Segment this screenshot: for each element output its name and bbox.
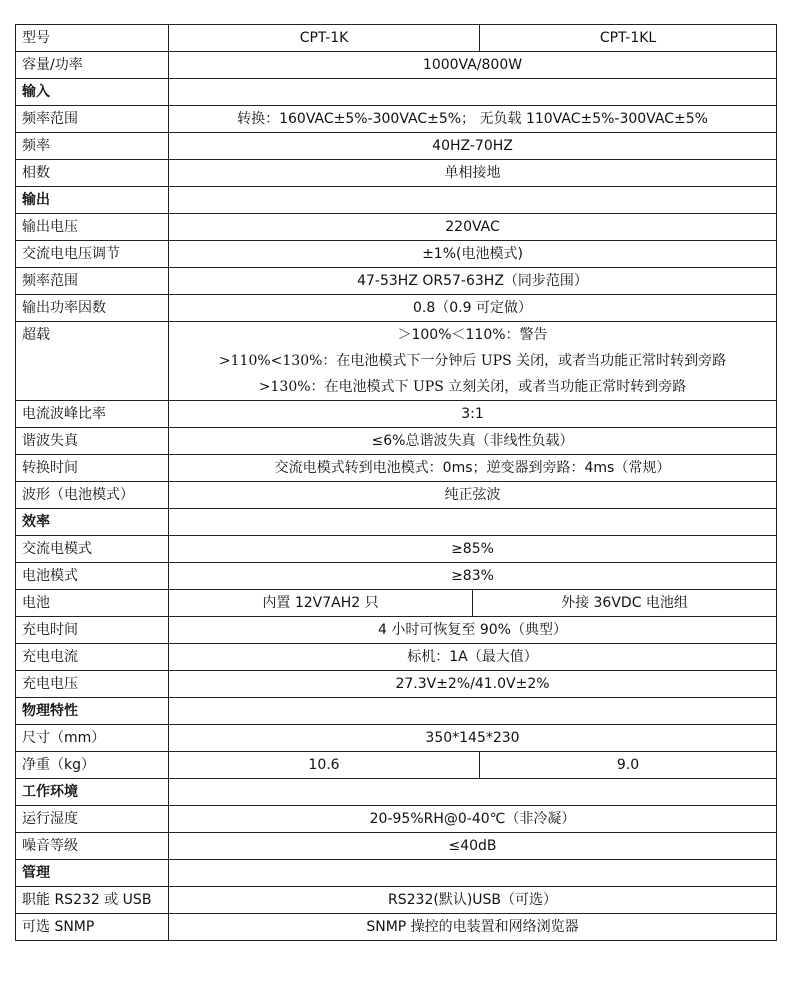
section-title: 输出: [16, 187, 169, 214]
section-empty-cell: [169, 509, 777, 536]
spec-row: [16, 833, 777, 860]
spec-label: 充电电流: [16, 644, 169, 671]
spec-row: [16, 455, 777, 482]
spec-label: 交流电电压调节: [16, 241, 169, 268]
spec-row: [16, 214, 777, 241]
spec-row: [16, 295, 777, 322]
spec-value: 40HZ-70HZ: [169, 133, 777, 160]
section-header-row: [16, 860, 777, 887]
spec-label: 充电电压: [16, 671, 169, 698]
spec-row: [16, 52, 777, 79]
spec-label: 电池模式: [16, 563, 169, 590]
spec-value-left: 内置 12V7AH2 只: [169, 590, 473, 617]
spec-row: [16, 590, 777, 617]
spec-label: 输出功率因数: [16, 295, 169, 322]
spec-value: 交流电模式转到电池模式：0ms；逆变器到旁路：4ms（常规）: [169, 455, 777, 482]
spec-row: [16, 671, 777, 698]
section-title: 输入: [16, 79, 169, 106]
spec-value: 27.3V±2%/41.0V±2%: [169, 671, 777, 698]
spec-row: [16, 644, 777, 671]
spec-value: 350*145*230: [169, 725, 777, 752]
overload-line: >130%：在电池模式下 UPS 立刻关闭，或者当功能正常时转到旁路: [258, 379, 687, 395]
spec-label: 频率: [16, 133, 169, 160]
spec-value: 纯正弦波: [169, 482, 777, 509]
spec-label: 净重（kg）: [16, 752, 169, 779]
spec-label: 尺寸（mm）: [16, 725, 169, 752]
spec-label: 容量/功率: [16, 52, 169, 79]
spec-row: [16, 563, 777, 590]
spec-row: [16, 725, 777, 752]
spec-value: 3:1: [169, 401, 777, 428]
spec-row: [16, 752, 777, 779]
spec-value: ≤6%总谐波失真（非线性负载）: [169, 428, 777, 455]
spec-value-left: CPT-1K: [169, 25, 480, 52]
section-header-row: [16, 509, 777, 536]
spec-value: 4 小时可恢复至 90%（典型）: [169, 617, 777, 644]
spec-label: 交流电模式: [16, 536, 169, 563]
spec-value: ±1%(电池模式): [169, 241, 777, 268]
spec-value: ≤40dB: [169, 833, 777, 860]
section-header-row: [16, 779, 777, 806]
spec-label: 谐波失真: [16, 428, 169, 455]
spec-value: 20-95%RH@0-40℃（非冷凝）: [169, 806, 777, 833]
spec-value-multiline: [169, 322, 777, 401]
spec-label: 电流波峰比率: [16, 401, 169, 428]
spec-value: 0.8（0.9 可定做）: [169, 295, 777, 322]
overload-line: >110%<130%：在电池模式下一分钟后 UPS 关闭，或者当功能正常时转到旁路: [218, 353, 727, 369]
section-empty-cell: [169, 860, 777, 887]
spec-label: 运行湿度: [16, 806, 169, 833]
spec-label: 频率范围: [16, 106, 169, 133]
spec-value: 标机：1A（最大值）: [169, 644, 777, 671]
spec-value: ≥85%: [169, 536, 777, 563]
section-header-row: [16, 187, 777, 214]
spec-label: 波形（电池模式）: [16, 482, 169, 509]
spec-label: 相数: [16, 160, 169, 187]
spec-row: [16, 428, 777, 455]
spec-label: 型号: [16, 25, 169, 52]
spec-value: RS232(默认)USB（可选）: [169, 887, 777, 914]
section-empty-cell: [169, 79, 777, 106]
spec-row: [16, 536, 777, 563]
spec-row: [16, 617, 777, 644]
spec-value: 47-53HZ OR57-63HZ（同步范围）: [169, 268, 777, 295]
section-title: 物理特性: [16, 698, 169, 725]
spec-row: [16, 887, 777, 914]
spec-row: [16, 241, 777, 268]
overload-line: ＞100%＜110%：警告: [397, 327, 548, 343]
spec-value: 1000VA/800W: [169, 52, 777, 79]
spec-label: 充电时间: [16, 617, 169, 644]
spec-row: [16, 268, 777, 295]
spec-row: [16, 401, 777, 428]
spec-value-right: 外接 36VDC 电池组: [473, 590, 777, 617]
section-header-row: [16, 698, 777, 725]
spec-table: [15, 24, 777, 941]
spec-label: 转换时间: [16, 455, 169, 482]
spec-row: [16, 133, 777, 160]
spec-value: 220VAC: [169, 214, 777, 241]
section-empty-cell: [169, 187, 777, 214]
spec-value: 转换：160VAC±5%-300VAC±5%； 无负载 110VAC±5%-300VAC±5%: [169, 106, 777, 133]
section-title: 管理: [16, 860, 169, 887]
spec-row: [16, 914, 777, 941]
spec-value-right: 9.0: [480, 752, 777, 779]
section-empty-cell: [169, 779, 777, 806]
spec-value: 单相接地: [169, 160, 777, 187]
spec-row: [16, 106, 777, 133]
spec-label: 输出电压: [16, 214, 169, 241]
spec-label: 频率范围: [16, 268, 169, 295]
spec-row: [16, 160, 777, 187]
section-title: 效率: [16, 509, 169, 536]
spec-value: ≥83%: [169, 563, 777, 590]
section-empty-cell: [169, 698, 777, 725]
spec-table-body: [16, 25, 777, 941]
spec-label: 职能 RS232 或 USB: [16, 887, 169, 914]
spec-value: SNMP 操控的电装置和网络浏览器: [169, 914, 777, 941]
spec-label: 可选 SNMP: [16, 914, 169, 941]
spec-row: [16, 25, 777, 52]
section-title: 工作环境: [16, 779, 169, 806]
spec-label: 电池: [16, 590, 169, 617]
spec-label: 噪音等级: [16, 833, 169, 860]
spec-value-left: 10.6: [169, 752, 480, 779]
spec-row: [16, 322, 777, 401]
section-header-row: [16, 79, 777, 106]
spec-value-right: CPT-1KL: [480, 25, 777, 52]
spec-row: [16, 482, 777, 509]
spec-row: [16, 806, 777, 833]
spec-label: 超载: [16, 322, 169, 401]
